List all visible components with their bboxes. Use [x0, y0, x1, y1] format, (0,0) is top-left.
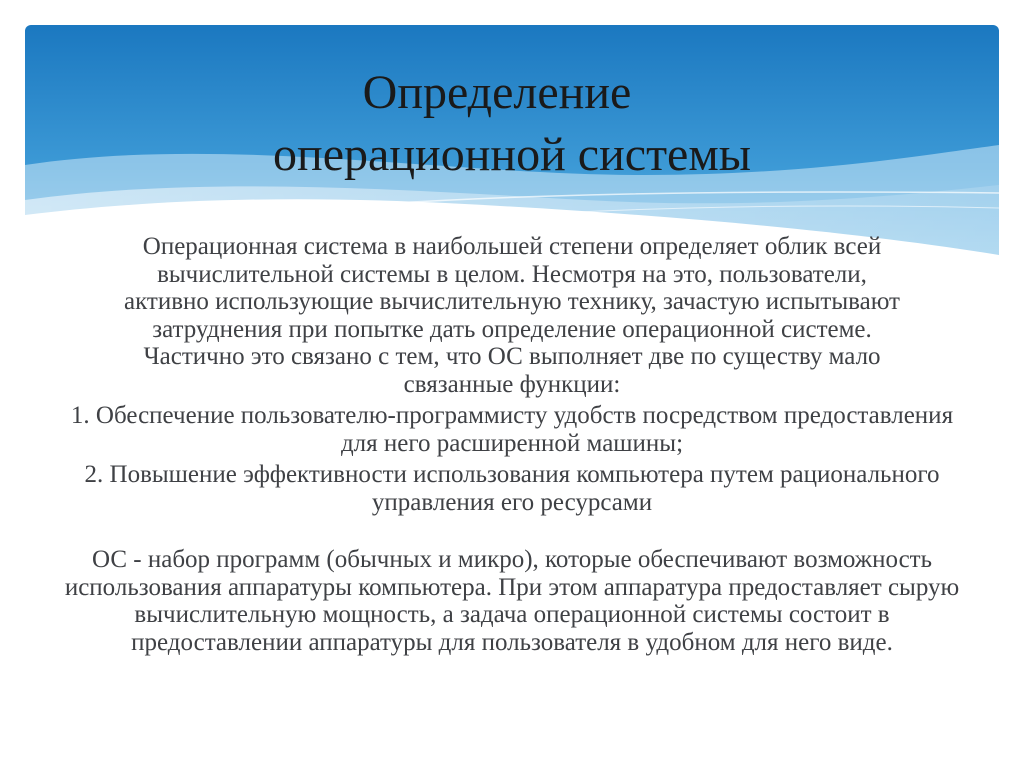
list-item-1: 1. Обеспечение пользователю-программисту удобств посредством предоставления для него расширенной машины; — [70, 402, 954, 457]
intro-paragraph: Операционная система в наибольшей степени определяет облик всей вычислительной системы в целом. Несмотря на это, пользователи, активно использующие вычислительную технику, зачастую испытывают затруднения при попытке дать определение операционной системе. Частично это связано с тем, что ОС выполняет две по существу мало связанные функции: — [124, 233, 900, 398]
page-title — [0, 62, 1024, 186]
title-line-2: операционной системы — [273, 128, 751, 181]
spacer — [60, 516, 964, 546]
slide-body — [60, 233, 964, 656]
list-item-2: 2. Повышение эффективности использования компьютера путем рационального управления его ресурсами — [84, 461, 940, 516]
definition-paragraph: ОС - набор программ (обычных и микро), которые обеспечивают возможность использования аппаратуры компьютера. При этом аппаратура предоставляет сырую вычислительную мощность, а задача операционной системы состоит в предоставлении аппаратуры для пользователя в удобном для него виде. — [64, 546, 960, 656]
title-line-1: Определение — [362, 66, 632, 119]
